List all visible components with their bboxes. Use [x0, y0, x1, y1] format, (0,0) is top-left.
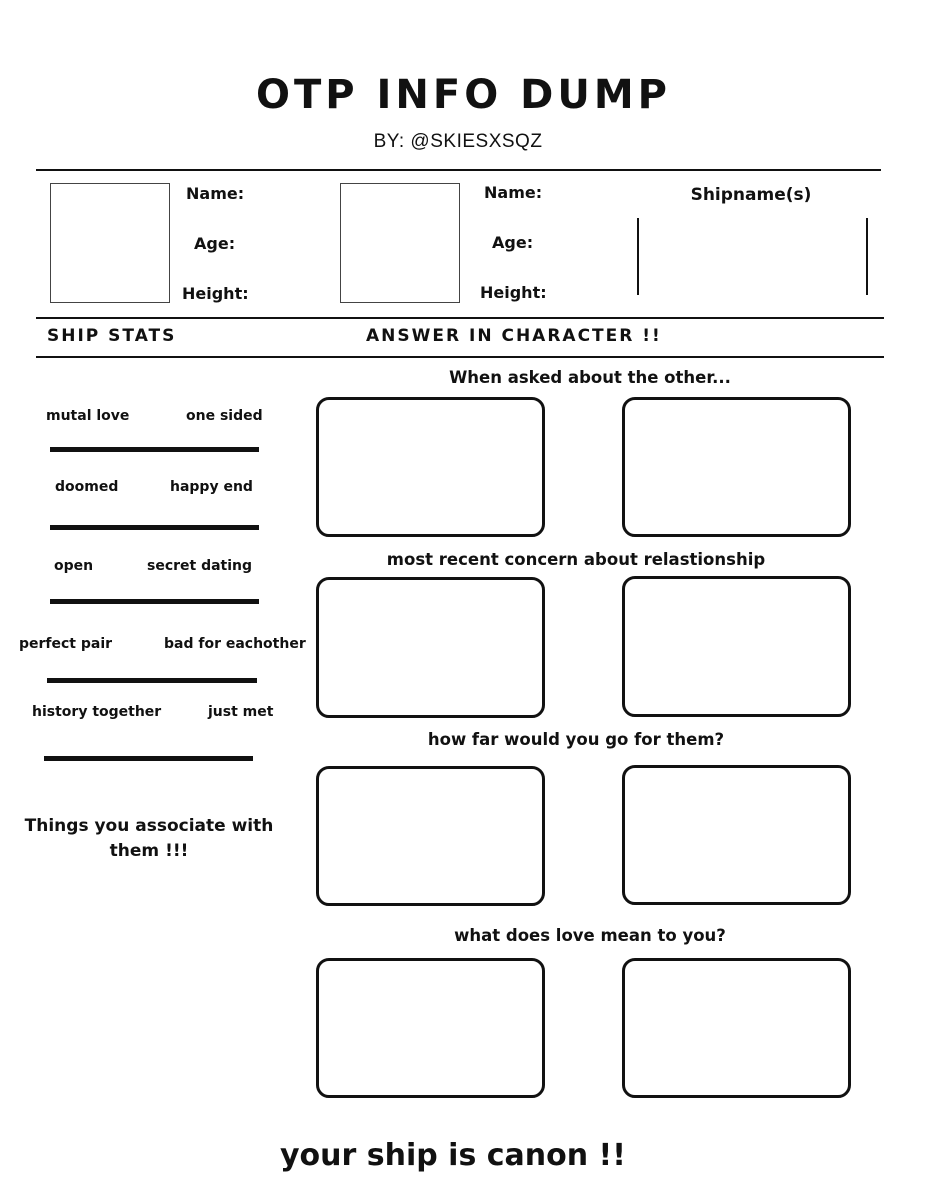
character-1-height-label: Height:	[182, 284, 249, 303]
answer-box-character-2[interactable]	[622, 765, 851, 905]
answer-in-character-heading: ANSWER IN CHARACTER !!	[366, 326, 662, 346]
stat-label-right: bad for eachother	[164, 636, 306, 652]
stat-label-right: one sided	[186, 408, 263, 424]
answer-box-character-2[interactable]	[622, 397, 851, 537]
shipname-label: Shipname(s)	[690, 185, 812, 205]
character-1-photo-box[interactable]	[50, 183, 170, 303]
stat-slider-track[interactable]	[47, 678, 257, 683]
answer-box-character-1[interactable]	[316, 577, 545, 718]
stat-label-right: happy end	[170, 479, 253, 495]
stat-slider-track[interactable]	[44, 756, 253, 761]
ship-stats-heading: SHIP STATS	[47, 326, 177, 346]
answer-box-character-1[interactable]	[316, 766, 545, 906]
answer-box-character-2[interactable]	[622, 576, 851, 717]
footer-tagline: your ship is canon !!	[280, 1138, 626, 1173]
stat-label-left: perfect pair	[19, 636, 113, 652]
stat-label-right: secret dating	[147, 558, 253, 574]
page-title: OTP INFO DUMP	[256, 72, 671, 118]
character-2-name-label: Name:	[484, 183, 543, 202]
question-heading: how far would you go for them?	[427, 730, 725, 749]
question-heading: most recent concern about relastionship	[386, 550, 766, 569]
character-1-age-label: Age:	[194, 234, 236, 253]
stat-slider-track[interactable]	[50, 599, 259, 604]
associate-prompt: Things you associate with them !!!	[24, 816, 274, 861]
stat-label-left: mutal love	[46, 408, 130, 424]
stat-label-right: just met	[208, 704, 274, 720]
character-1-name-label: Name:	[186, 184, 245, 203]
shipname-field-right-border	[866, 218, 868, 295]
divider-upper	[36, 317, 884, 319]
stat-label-left: doomed	[55, 479, 119, 495]
divider-top	[36, 169, 881, 171]
answer-box-character-1[interactable]	[316, 397, 545, 537]
author-byline: BY: @SKIESXSQZ	[373, 131, 543, 152]
answer-box-character-1[interactable]	[316, 958, 545, 1098]
stat-label-left: open	[54, 558, 94, 574]
character-2-photo-box[interactable]	[340, 183, 460, 303]
stat-slider-track[interactable]	[50, 525, 259, 530]
stat-label-left: history together	[32, 704, 162, 720]
divider-lower	[36, 356, 884, 358]
question-heading: what does love mean to you?	[454, 926, 726, 945]
question-heading: When asked about the other...	[449, 368, 731, 387]
stat-slider-track[interactable]	[50, 447, 259, 452]
answer-box-character-2[interactable]	[622, 958, 851, 1098]
character-2-age-label: Age:	[492, 233, 534, 252]
character-2-height-label: Height:	[480, 283, 547, 302]
shipname-field-left-border	[637, 218, 639, 295]
